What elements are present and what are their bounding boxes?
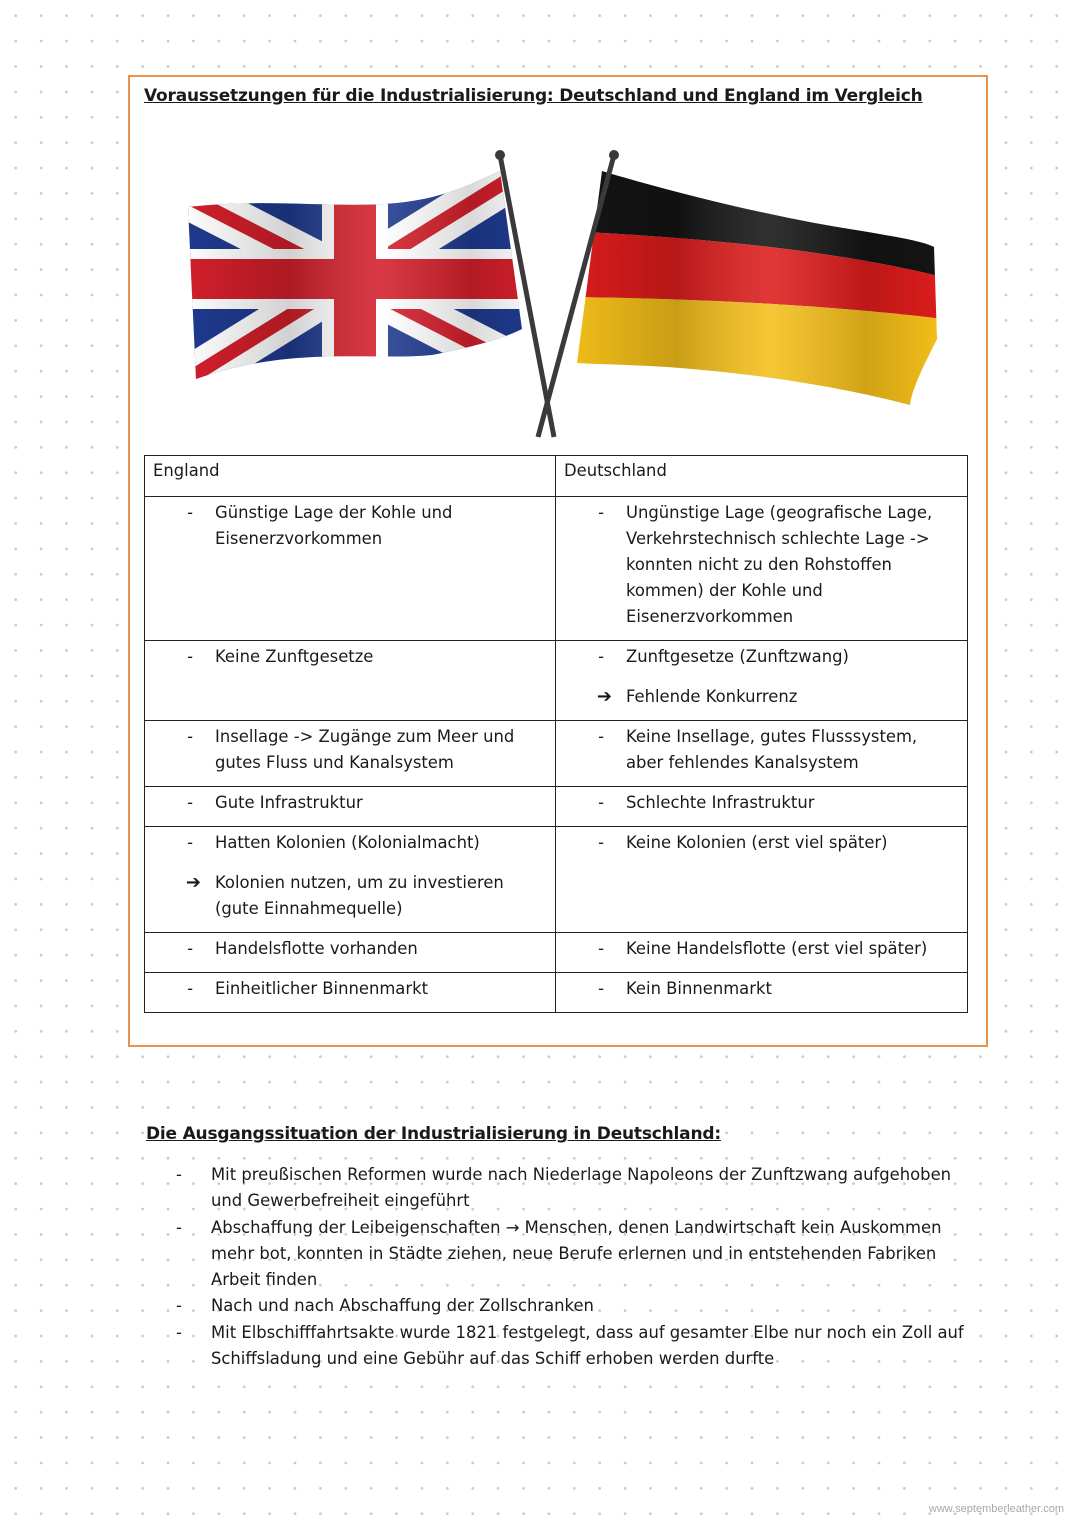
table-cell-deutschland [556,933,968,973]
list-item: ➔ Fehlende Konkurrenz [556,684,963,710]
table-row [145,787,968,827]
section-heading: Die Ausgangssituation der Industrialisierung in Deutschland: [146,1124,721,1144]
list-item: - Hatten Kolonien (Kolonialmacht) [187,833,480,852]
list-item: - Ungünstige Lage (geografische Lage, Verkehrstechnisch schlechte Lage -> konnten nicht zu den Rohstoffen kommen) der Kohle und Eisenerzvorkommen [598,503,933,626]
list-item: - Abschaffung der Leibeigenschaften → Menschen, denen Landwirtschaft kein Auskommen mehr bot, konnten in Städte ziehen, neue Berufe erlernen und in entstehenden Fabriken Arbeit finden [176,1217,942,1290]
table-cell-england [145,933,556,973]
table-cell-england [145,497,556,641]
section-title: Voraussetzungen für die Industrialisierung: Deutschland und England im Vergleich [144,86,923,106]
table-row [145,497,968,641]
list-item: - Keine Kolonien (erst viel später) [598,833,888,852]
list-item: - Günstige Lage der Kohle und Eisenerzvorkommen [187,503,453,548]
table-cell-england [145,721,556,787]
column-header-england: England [145,456,556,497]
germany-flag [562,149,942,439]
bullet-list [146,1162,966,1372]
list-item: - Keine Zunftgesetze [187,647,374,666]
arrow-right-icon: ➔ [185,872,201,893]
list-item: - Mit Elbschifffahrtsakte wurde 1821 festgelegt, dass auf gesamter Elbe nur noch ein Zoll auf Schiffsladung und eine Gebühr auf das Schiff erhoben werden durfte [176,1322,964,1369]
comparison-table [144,455,968,1013]
comparison-section [128,75,988,1047]
table-row [145,827,968,933]
list-item: - Nach und nach Abschaffung der Zollschranken [176,1296,594,1316]
list-item: - Mit preußischen Reformen wurde nach Niederlage Napoleons der Zunftzwang aufgehoben und Gewerbefreiheit eingeführt [176,1165,952,1211]
watermark: www.septemberleather.com [928,1503,1064,1515]
column-header-deutschland: Deutschland [556,456,968,497]
uk-flag [182,149,542,409]
list-item: - Gute Infrastruktur [187,793,363,812]
starting-situation-section [146,1124,966,1372]
table-cell-deutschland [556,787,968,827]
table-row [145,933,968,973]
table-cell-deutschland [556,721,968,787]
list-item: - Einheitlicher Binnenmarkt [187,979,429,998]
table-cell-deutschland [556,641,968,721]
list-item: - Zunftgesetze (Zunftzwang) [598,647,849,666]
table-cell-england [145,827,556,933]
table-cell-england [145,787,556,827]
list-item: - Schlechte Infrastruktur [598,793,815,812]
table-cell-deutschland [556,497,968,641]
table-cell-deutschland [556,973,968,1013]
table-cell-deutschland [556,827,968,933]
list-item: - Kein Binnenmarkt [598,979,772,998]
crossed-flags-image [182,149,942,439]
arrow-right-icon: ➔ [596,686,612,707]
list-item: - Insellage -> Zugänge zum Meer und gutes Fluss und Kanalsystem [187,727,515,772]
table-cell-england [145,641,556,721]
list-item: - Handelsflotte vorhanden [187,939,418,958]
list-item: - Keine Insellage, gutes Flusssystem, aber fehlendes Kanalsystem [598,727,918,772]
table-row [145,721,968,787]
list-item: - Keine Handelsflotte (erst viel später) [598,939,928,958]
table-row [145,973,968,1013]
list-item: ➔ Kolonien nutzen, um zu investieren (gute Einnahmequelle) [145,870,551,922]
table-row [145,641,968,721]
table-cell-england [145,973,556,1013]
table-header-row [145,456,968,497]
